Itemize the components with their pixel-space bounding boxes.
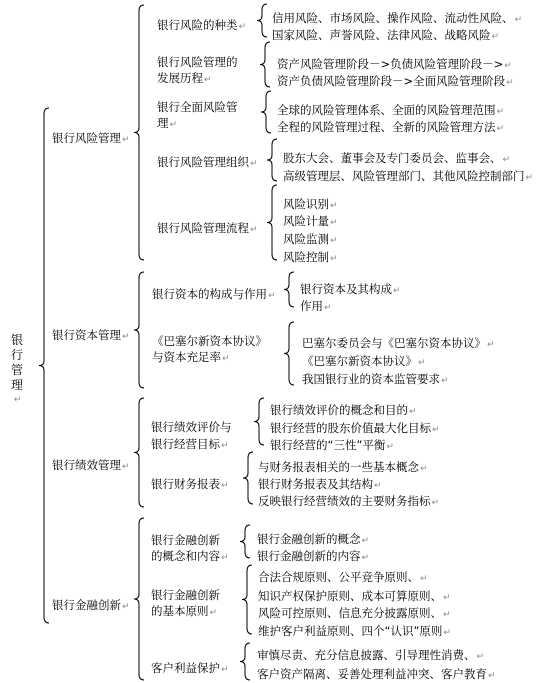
paragraph-mark-icon: ↵: [374, 481, 382, 491]
paragraph-mark-icon: ↵: [496, 107, 505, 117]
leaf-item-text: 风险控制: [283, 250, 329, 264]
sub-label: [157, 221, 258, 237]
leaf-item: [300, 299, 332, 315]
paragraph-mark-icon: ↵: [330, 236, 338, 246]
paragraph-mark-icon: ↵: [431, 498, 440, 508]
paragraph-mark-icon: ↵: [443, 610, 451, 620]
paragraph-mark-icon: ↵: [514, 15, 523, 25]
leaf-item-text: 我国银行业的资本监管要求: [302, 372, 440, 386]
leaf-item: [300, 282, 401, 298]
branch-label: [52, 598, 130, 614]
sub-label-text: 的基本原则: [151, 604, 209, 618]
leaf-item-text: 银行经营的股东价值最大化目标: [270, 421, 431, 435]
paragraph-mark-icon: ↵: [204, 75, 212, 85]
leaf-item-text: 审慎尽责、充分信息披露、引导理性消费、: [257, 648, 476, 662]
paragraph-mark-icon: ↵: [209, 608, 218, 618]
sub-brace: [254, 398, 264, 445]
leaf-item: [258, 570, 428, 586]
paragraph-mark-icon: ↵: [409, 407, 417, 417]
root-brace: [39, 108, 49, 623]
leaf-item: [258, 624, 451, 640]
leaf-item-text: 银行金融创新的概念: [257, 532, 361, 546]
leaf-item: [272, 28, 499, 44]
leaf-item: [277, 120, 504, 136]
leaf-item-text: 反映银行经营绩效的主要财务指标: [258, 494, 431, 508]
sub-label-text: 银行金融创新: [151, 533, 220, 547]
leaf-item: [258, 494, 439, 510]
leaf-item: [257, 667, 496, 683]
paragraph-mark-icon: ↵: [525, 173, 534, 183]
leaf-item: [270, 421, 440, 437]
paragraph-mark-icon: ↵: [420, 574, 428, 584]
leaf-item: [272, 11, 522, 27]
branch-label-text: 银行绩效管理: [52, 458, 121, 472]
paragraph-mark-icon: ↵: [324, 303, 332, 313]
sub-brace: [243, 452, 253, 504]
sub-label-text: 发展历程: [157, 71, 203, 85]
sub-label-text: 的概念和内容: [151, 549, 220, 563]
branch-brace: [134, 398, 144, 507]
paragraph-mark-icon: ↵: [418, 358, 426, 368]
leaf-item: [258, 589, 451, 605]
paragraph-mark-icon: ↵: [420, 464, 428, 474]
sub-label: [151, 604, 217, 620]
paragraph-mark-icon: ↵: [330, 254, 338, 264]
leaf-item-text: 客户资产隔离、妥善处理利益冲突、客户教育: [257, 667, 487, 681]
paragraph-mark-icon: ↵: [250, 159, 258, 169]
leaf-item-text: 银行资本及其构成: [300, 282, 392, 296]
branch-brace: [134, 518, 144, 680]
leaf-item-text: 合法合规原则、公平竞争原则、: [258, 570, 419, 584]
paragraph-mark-icon: ↵: [250, 225, 258, 235]
sub-label: [157, 71, 212, 87]
root-label-char: 理: [10, 378, 23, 392]
sub-brace: [267, 185, 277, 260]
leaf-item: [283, 169, 533, 185]
paragraph-mark-icon: ↵: [502, 155, 511, 165]
sub-label-text: 银行风险管理流程: [157, 221, 249, 235]
root-label: [9, 333, 25, 393]
sub-brace: [284, 272, 294, 307]
paragraph-mark-icon: ↵: [361, 553, 370, 563]
leaf-item: [283, 151, 510, 167]
paragraph-mark-icon: ↵: [488, 671, 496, 681]
sub-label: [151, 661, 229, 677]
leaf-item-text: 信用风险、市场风险、操作风险、流动性风险、: [272, 11, 514, 25]
leaf-item: [283, 250, 338, 266]
sub-brace: [242, 565, 252, 634]
sub-label: [151, 437, 229, 453]
leaf-item: [258, 477, 382, 493]
sub-label: [157, 18, 246, 34]
sub-label-text: 银行绩效评价与: [151, 420, 232, 434]
sub-label-text: 银行风险管理组织: [157, 155, 249, 169]
paragraph-mark-icon: ↵: [122, 332, 130, 342]
paragraph-mark-icon: ↵: [487, 340, 495, 350]
leaf-item: [277, 74, 514, 90]
sub-label: [157, 155, 258, 171]
sub-label-text: 银行财务报表: [151, 477, 220, 491]
paragraph-mark-icon: ↵: [238, 22, 247, 32]
sub-label-text: 客户利益保护: [151, 661, 220, 675]
sub-label: [157, 116, 177, 132]
leaf-item-text: 与财务报表相关的一些基本概念: [258, 460, 419, 474]
leaf-item-text: 国家风险、声誉风险、法律风险、战略风险: [272, 28, 491, 42]
sub-brace: [240, 525, 250, 558]
leaf-item-text: 资产负债风险管理阶段－>全面风险管理阶段: [277, 74, 506, 88]
sub-label-text: 银行风险的种类: [157, 18, 238, 32]
sub-label-text: 银行资本的构成与作用: [152, 287, 267, 301]
sub-label: [152, 287, 276, 303]
sub-label-text: 银行金融创新: [151, 588, 220, 602]
paragraph-mark-icon: ↵: [221, 481, 229, 491]
sub-label: [157, 100, 238, 114]
leaf-item: [258, 460, 428, 476]
leaf-item-text: 银行经营的“三性”平衡: [270, 438, 386, 452]
root-label-char: 管: [10, 363, 23, 377]
sub-label: [157, 55, 238, 69]
paragraph-mark-icon: ↵: [443, 628, 451, 638]
leaf-item-text: 高级管理层、风险管理部门、其他风险控制部门: [283, 169, 525, 183]
paragraph-mark-icon: ↵: [221, 665, 229, 675]
leaf-item-text: 维护客户利益原则、四个“认识”原则: [258, 624, 443, 638]
sub-brace: [267, 139, 277, 181]
paragraph-mark-icon: ↵: [122, 462, 130, 472]
paragraph-mark-icon: ↵: [330, 201, 338, 211]
leaf-item-text: 风险可控原则、信息充分披露原则、: [258, 606, 442, 620]
sub-label: [151, 420, 232, 434]
branch-label-text: 银行资本管理: [52, 328, 121, 342]
leaf-item: [302, 354, 426, 370]
paragraph-mark-icon: ↵: [13, 395, 22, 405]
paragraph-mark-icon: ↵: [496, 124, 505, 134]
paragraph-mark-icon: ↵: [476, 652, 485, 662]
sub-label: [151, 477, 229, 493]
root-node: [9, 333, 25, 408]
paragraph-mark-icon: ↵: [441, 376, 449, 386]
paragraph-mark-icon: ↵: [432, 425, 440, 435]
leaf-item-text: 《巴塞尔新资本协议》: [302, 354, 417, 368]
paragraph-mark-icon: ↵: [122, 135, 130, 145]
root-label-char: 银: [10, 333, 23, 347]
leaf-item: [257, 648, 484, 664]
paragraph-mark-icon: ↵: [268, 291, 276, 301]
sub-label: [152, 334, 267, 348]
sub-label-text: 与资本充足率: [152, 350, 221, 364]
branch-label: [52, 328, 130, 344]
leaf-item-text: 作用: [300, 299, 323, 313]
leaf-item-text: 银行金融创新的内容: [257, 549, 361, 563]
leaf-item-text: 风险识别: [283, 197, 329, 211]
leaf-item: [283, 232, 338, 248]
paragraph-mark-icon: ↵: [221, 441, 229, 451]
sub-label-text: 银行全面风险管: [157, 100, 238, 114]
leaf-item-text: 全程的风险管理过程、全新的风险管理方法: [277, 120, 496, 134]
sub-brace: [240, 643, 250, 680]
leaf-item: [270, 403, 417, 419]
leaf-item: [257, 549, 369, 565]
sub-label-text: 银行经营目标: [151, 437, 220, 451]
paragraph-mark-icon: ↵: [361, 536, 370, 546]
branch-label: [52, 458, 130, 474]
sub-brace: [261, 91, 271, 133]
sub-label: [151, 533, 220, 547]
sub-label-text: 理: [157, 116, 169, 130]
leaf-item-text: 银行财务报表及其结构: [258, 477, 373, 491]
branch-label-text: 银行金融创新: [52, 598, 121, 612]
paragraph-mark-icon: ↵: [330, 218, 338, 228]
paragraph-mark-icon: ↵: [443, 593, 451, 603]
leaf-item-text: 知识产权保护原则、成本可算原则、: [258, 589, 442, 603]
paragraph-mark-icon: ↵: [393, 286, 401, 296]
leaf-item-text: 资产风险管理阶段－>负债风险管理阶段－>: [277, 57, 504, 71]
leaf-item: [283, 214, 338, 230]
sub-label: [152, 350, 230, 366]
leaf-item: [257, 532, 369, 548]
leaf-item: [277, 57, 512, 73]
branch-brace: [134, 272, 144, 388]
leaf-item-text: 巴塞尔委员会与《巴塞尔资本协议》: [302, 336, 486, 350]
root-label-char: 行: [10, 348, 23, 362]
paragraph-mark-icon: ↵: [504, 61, 512, 71]
paragraph-mark-icon: ↵: [122, 602, 130, 612]
sub-label: [151, 588, 220, 602]
paragraph-mark-icon: ↵: [491, 32, 500, 42]
leaf-item-text: 风险监测: [283, 232, 329, 246]
sub-label-text: 银行风险管理的: [157, 55, 238, 69]
leaf-item: [277, 103, 504, 119]
branch-label-text: 银行风险管理: [52, 131, 121, 145]
paragraph-mark-icon: ↵: [222, 354, 230, 364]
branch-label: [52, 131, 130, 147]
leaf-item: [302, 372, 449, 388]
leaf-item-text: 全球的风险管理体系、全面的风险管理范围: [277, 103, 496, 117]
sub-label: [151, 549, 229, 565]
paragraph-mark-icon: ↵: [221, 553, 229, 563]
sub-brace: [284, 322, 294, 385]
sub-brace: [260, 42, 270, 87]
branch-brace: [134, 5, 144, 260]
leaf-item: [283, 197, 338, 213]
paragraph-mark-icon: ↵: [169, 120, 178, 130]
leaf-item: [270, 438, 394, 454]
leaf-item-text: 股东大会、董事会及专门委员会、监事会、: [283, 151, 502, 165]
sub-label-text: 《巴塞尔新资本协议》: [152, 334, 267, 348]
sub-brace: [257, 4, 267, 37]
paragraph-mark-icon: ↵: [506, 78, 514, 88]
leaf-item-text: 银行绩效评价的概念和目的: [270, 403, 408, 417]
leaf-item: [258, 606, 451, 622]
leaf-item: [302, 336, 495, 352]
paragraph-mark-icon: ↵: [386, 442, 394, 452]
leaf-item-text: 风险计量: [283, 214, 329, 228]
